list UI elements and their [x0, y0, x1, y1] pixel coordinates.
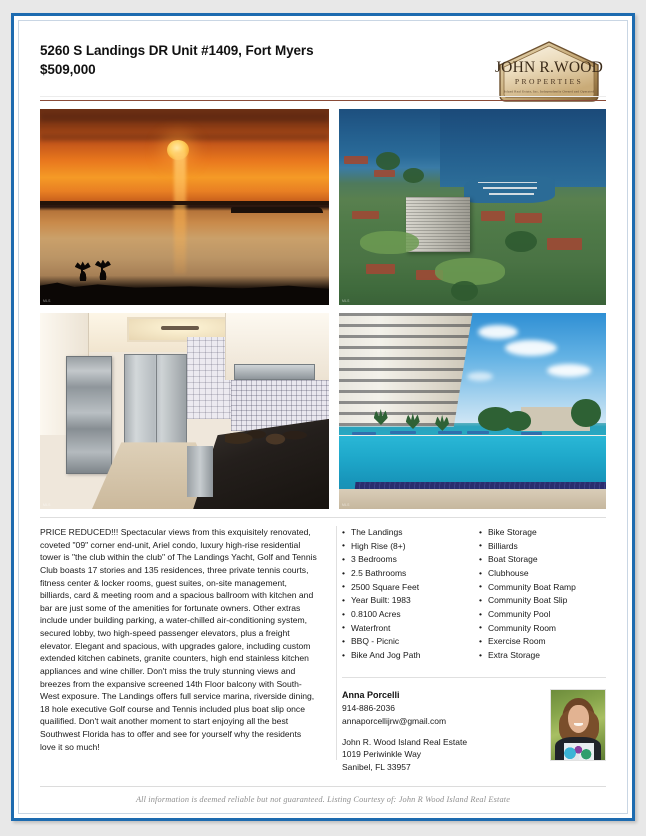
feature-item: • Extra Storage: [479, 649, 606, 663]
features-list-2: [479, 526, 606, 663]
photo-sunset-over-water: [40, 109, 329, 305]
feature-item: • 2500 Square Feet: [342, 581, 469, 595]
logo-name-text: JOHN R.WOOD: [494, 59, 604, 76]
flyer-footer: [19, 786, 627, 813]
feature-item: • Community Room: [479, 622, 606, 636]
range-hood-shape: [234, 364, 315, 380]
listing-description: PRICE REDUCED!!! Spectacular views from this exquisitely renovated, coveted "09" corner end-unit, Ariel condo, luxury high-rise residential tower is "the club within the club" of The Landings Yacht, Golf and Tennis Club boasts 17 stories and 135 residences, three private tennis courts, fitness center & locker rooms, guest suites, on-site management, billiards, card & meeting room and a spacious ballroom with kitchen and bar are just some of the amenities for fortunate owners. Other extras include under building parking, a water-chilled air-conditioning system, secured lobby, two high-speed passenger elevators, plus a freight elevator. Elegant and spacious, with upgrades galore, including custom extended kitchen cabinets, granite counters, high end stainless kitchen appliances and wine chiller. Don't miss the truly stunning views and breezes from the expansive screened 14th Floor balcony with South-West exposure. The Landings offers full service marina, riverside dining, 18 hole executive Golf course and Tennis included plus boat slip once quailified. Don't wait another moment to start enjoying all the best Southwest Florida has to offer and see for yourself why the residents love it so much!: [40, 527, 317, 752]
features-lists: [342, 526, 606, 663]
wall-oven-shape: [66, 356, 112, 474]
agent-contact-block: [342, 689, 606, 774]
flyer-inner-frame: [14, 16, 632, 818]
feature-item: • Community Boat Ramp: [479, 581, 606, 595]
agent-phone[interactable]: 914-886-2036: [342, 703, 395, 714]
agent-company: John R. Wood Island Real Estate: [342, 737, 468, 748]
feature-item: • Bike And Jog Path: [342, 649, 469, 663]
features-column-2: [479, 526, 606, 663]
photo-watermark: MLS: [342, 299, 350, 303]
listing-title-block: [40, 41, 470, 79]
photo-gallery: [19, 103, 627, 509]
feature-item: • Bike Storage: [479, 526, 606, 540]
logo-subtitle-text: PROPERTIES: [514, 77, 584, 86]
feature-item: • Boat Storage: [479, 553, 606, 567]
flyer-page-frame: [11, 13, 635, 821]
flyer-sheet: [18, 20, 628, 814]
flyer-header: [19, 21, 627, 103]
details-divider: [40, 517, 606, 518]
photo-watermark: MLS: [43, 299, 51, 303]
description-column: [40, 526, 329, 773]
feature-item: • BBQ - Picnic: [342, 635, 469, 649]
listing-address: 5260 S Landings DR Unit #1409, Fort Myers: [40, 43, 314, 58]
photo-community-pool: [339, 313, 606, 509]
agent-street: 1019 Periwinkle Way: [342, 749, 422, 760]
feature-item: • Billiards: [479, 540, 606, 554]
feature-item: • 2.5 Bathrooms: [342, 567, 469, 581]
header-divider: [40, 100, 606, 101]
feature-item: • Exercise Room: [479, 635, 606, 649]
agent-name: Anna Porcelli: [342, 689, 400, 700]
ceiling-fan-icon: [161, 326, 199, 330]
photo-aerial-community: [339, 109, 606, 305]
feature-item: • Community Boat Slip: [479, 594, 606, 608]
listing-price: $509,000: [40, 62, 96, 78]
features-and-agent-column: [329, 526, 606, 773]
refrigerator-shape: [124, 354, 188, 446]
agent-spacer: [342, 727, 540, 736]
feature-item: • Year Built: 1983: [342, 594, 469, 608]
feature-item: • Community Pool: [479, 608, 606, 622]
listing-details-section: [19, 517, 627, 773]
feature-item: • The Landings: [342, 526, 469, 540]
feature-item: • Waterfront: [342, 622, 469, 636]
agent-info: [342, 689, 540, 774]
agent-divider: [342, 677, 606, 678]
column-divider: [336, 526, 337, 760]
agent-city-state-zip: Sanibel, FL 33957: [342, 761, 411, 772]
logo-fine-print-text: Island Real Estate, Inc. Independently Owned and Operated: [504, 89, 594, 94]
footer-disclaimer: All information is deemed reliable but not guaranteed. Listing Courtesy of: John R Wood Island Real Estate: [135, 795, 511, 804]
feature-item: • High Rise (8+): [342, 540, 469, 554]
photo-kitchen: [40, 313, 329, 509]
features-list-1: [342, 526, 469, 663]
features-column-1: [342, 526, 469, 663]
agent-headshot: [550, 689, 606, 761]
footer-divider: [40, 786, 606, 787]
agent-email[interactable]: annaporcellijrw@gmail.com: [342, 715, 447, 726]
photo-watermark: MLS: [342, 503, 350, 507]
photo-watermark: MLS: [43, 503, 51, 507]
feature-item: • 0.8100 Acres: [342, 608, 469, 622]
condo-tower-shape: [339, 313, 473, 427]
feature-item: • 3 Bedrooms: [342, 553, 469, 567]
feature-item: • Clubhouse: [479, 567, 606, 581]
